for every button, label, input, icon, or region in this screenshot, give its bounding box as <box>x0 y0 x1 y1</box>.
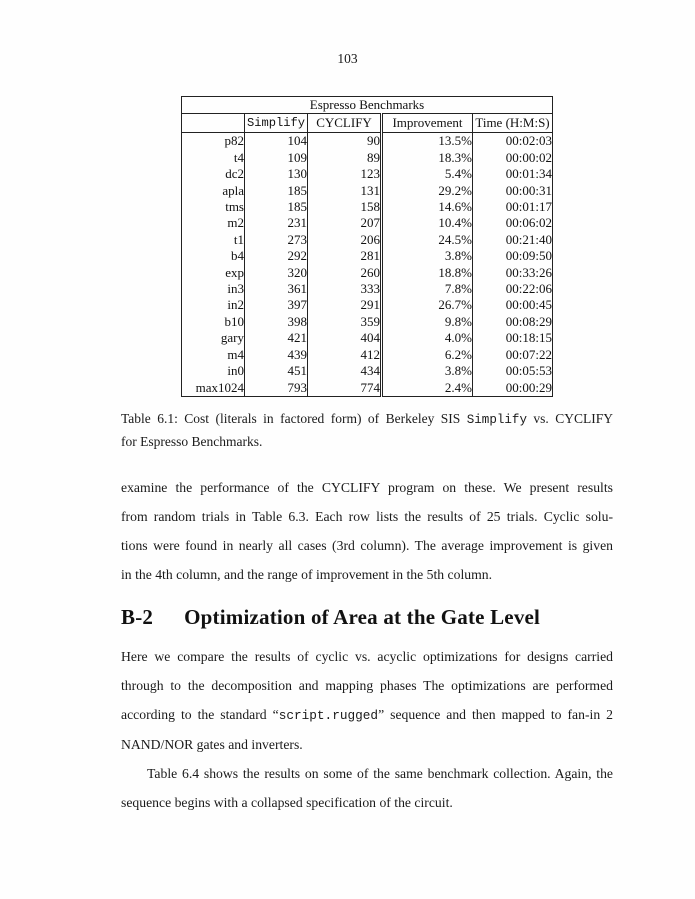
paragraph-line: examine the performance of the CYCLIFY program on these. We present results <box>121 479 613 495</box>
paragraph-line: NAND/NOR gates and inverters. <box>121 736 303 752</box>
table-row <box>182 347 553 363</box>
benchmark-cyclify-cell: 206 <box>308 232 382 248</box>
benchmark-cyclify-cell: 291 <box>308 297 382 313</box>
paragraph-line: Here we compare the results of cyclic vs. acyclic optimizations for designs carried <box>121 648 613 664</box>
table-row <box>182 265 553 281</box>
benchmark-table-head <box>182 97 553 133</box>
benchmark-cyclify-cell: 412 <box>308 347 382 363</box>
table-row <box>182 150 553 166</box>
benchmark-simplify-cell: 320 <box>245 265 308 281</box>
paragraph-line: from random trials in Table 6.3. Each row lists the results of 25 trials. Cyclic solu- <box>121 508 613 524</box>
benchmark-name-cell: dc2 <box>182 166 245 182</box>
table-row <box>182 232 553 248</box>
benchmark-simplify-cell: 421 <box>245 330 308 346</box>
benchmark-name-cell: b10 <box>182 314 245 330</box>
paragraph-line: sequence begins with a collapsed specification of the circuit. <box>121 794 453 810</box>
text-column <box>121 96 613 817</box>
benchmark-improvement-cell: 6.2% <box>382 347 473 363</box>
benchmark-time-cell: 00:00:29 <box>473 380 553 397</box>
table-row <box>182 363 553 379</box>
benchmark-simplify-cell: 104 <box>245 133 308 150</box>
benchmark-name-cell: exp <box>182 265 245 281</box>
benchmark-simplify-cell: 292 <box>245 248 308 264</box>
table-row <box>182 297 553 313</box>
benchmark-cyclify-cell: 260 <box>308 265 382 281</box>
body-paragraph <box>121 759 613 817</box>
benchmark-cyclify-cell: 207 <box>308 215 382 231</box>
table-caption <box>121 408 613 453</box>
benchmark-time-cell: 00:00:31 <box>473 183 553 199</box>
benchmark-time-cell: 00:02:03 <box>473 133 553 150</box>
benchmark-simplify-cell: 397 <box>245 297 308 313</box>
table-title: Espresso Benchmarks <box>182 97 553 114</box>
benchmark-improvement-cell: 3.8% <box>382 363 473 379</box>
page-number: 103 <box>337 51 358 66</box>
table-header-row <box>182 114 553 133</box>
table-row <box>182 330 553 346</box>
paragraph-line: tions were found in nearly all cases (3rd column). The average improvement is given <box>121 537 613 553</box>
benchmark-simplify-cell: 231 <box>245 215 308 231</box>
benchmark-cyclify-cell: 123 <box>308 166 382 182</box>
benchmark-cyclify-cell: 89 <box>308 150 382 166</box>
table-row <box>182 166 553 182</box>
table-row <box>182 248 553 264</box>
benchmark-time-cell: 00:00:02 <box>473 150 553 166</box>
benchmark-name-cell: t4 <box>182 150 245 166</box>
benchmark-simplify-cell: 109 <box>245 150 308 166</box>
benchmark-improvement-cell: 3.8% <box>382 248 473 264</box>
benchmark-simplify-cell: 361 <box>245 281 308 297</box>
column-header-name <box>182 114 245 133</box>
paragraph-line <box>121 700 613 730</box>
benchmark-improvement-cell: 10.4% <box>382 215 473 231</box>
benchmark-improvement-cell: 24.5% <box>382 232 473 248</box>
paragraph-line: Table 6.4 shows the results on some of the same benchmark collection. Again, the <box>147 765 613 781</box>
benchmark-simplify-cell: 273 <box>245 232 308 248</box>
benchmark-cyclify-cell: 158 <box>308 199 382 215</box>
benchmark-simplify-cell: 451 <box>245 363 308 379</box>
benchmark-simplify-cell: 130 <box>245 166 308 182</box>
benchmark-name-cell: t1 <box>182 232 245 248</box>
benchmark-cyclify-cell: 131 <box>308 183 382 199</box>
benchmark-improvement-cell: 5.4% <box>382 166 473 182</box>
table-row <box>182 215 553 231</box>
benchmark-improvement-cell: 7.8% <box>382 281 473 297</box>
benchmark-improvement-cell: 14.6% <box>382 199 473 215</box>
benchmark-time-cell: 00:18:15 <box>473 330 553 346</box>
column-header-time: Time (H:M:S) <box>473 114 553 133</box>
benchmark-cyclify-cell: 333 <box>308 281 382 297</box>
benchmark-time-cell: 00:22:06 <box>473 281 553 297</box>
benchmark-name-cell: gary <box>182 330 245 346</box>
benchmark-simplify-cell: 398 <box>245 314 308 330</box>
section-title: Optimization of Area at the Gate Level <box>184 604 541 629</box>
column-header-simplify: Simplify <box>245 114 308 133</box>
column-header-improvement: Improvement <box>382 114 473 133</box>
benchmark-name-cell: in2 <box>182 297 245 313</box>
benchmark-name-cell: in0 <box>182 363 245 379</box>
benchmark-simplify-cell: 439 <box>245 347 308 363</box>
table-row <box>182 183 553 199</box>
benchmark-improvement-cell: 4.0% <box>382 330 473 346</box>
table-title-row <box>182 97 553 114</box>
table-row <box>182 199 553 215</box>
code-text: script.rugged <box>278 707 379 723</box>
text-segment: ” sequence and then mapped to fan-in 2 <box>378 706 613 722</box>
benchmark-improvement-cell: 18.3% <box>382 150 473 166</box>
benchmark-improvement-cell: 18.8% <box>382 265 473 281</box>
benchmark-simplify-cell: 185 <box>245 199 308 215</box>
benchmark-cyclify-cell: 774 <box>308 380 382 397</box>
caption-text: Table 6.1: Cost (literals in factored form) of Berkeley SIS <box>121 410 467 426</box>
table-row <box>182 133 553 150</box>
benchmark-time-cell: 00:01:17 <box>473 199 553 215</box>
benchmark-time-cell: 00:05:53 <box>473 363 553 379</box>
code-text: Simplify <box>466 412 527 427</box>
table-row <box>182 314 553 330</box>
benchmark-time-cell: 00:07:22 <box>473 347 553 363</box>
benchmark-name-cell: m4 <box>182 347 245 363</box>
benchmark-cyclify-cell: 281 <box>308 248 382 264</box>
caption-line <box>121 408 613 431</box>
benchmark-name-cell: m2 <box>182 215 245 231</box>
table-row <box>182 380 553 397</box>
benchmark-improvement-cell: 29.2% <box>382 183 473 199</box>
benchmark-name-cell: apla <box>182 183 245 199</box>
benchmark-name-cell: in3 <box>182 281 245 297</box>
benchmark-time-cell: 00:06:02 <box>473 215 553 231</box>
benchmark-simplify-cell: 185 <box>245 183 308 199</box>
benchmark-time-cell: 00:00:45 <box>473 297 553 313</box>
benchmark-improvement-cell: 26.7% <box>382 297 473 313</box>
benchmark-table-body <box>182 133 553 397</box>
benchmark-improvement-cell: 2.4% <box>382 380 473 397</box>
benchmark-cyclify-cell: 434 <box>308 363 382 379</box>
caption-text: vs. CYCLIFY <box>526 410 613 426</box>
benchmark-improvement-cell: 9.8% <box>382 314 473 330</box>
benchmark-time-cell: 00:01:34 <box>473 166 553 182</box>
column-header-cyclify: CYCLIFY <box>308 114 382 133</box>
benchmark-name-cell: max1024 <box>182 380 245 397</box>
benchmark-time-cell: 00:21:40 <box>473 232 553 248</box>
benchmark-improvement-cell: 13.5% <box>382 133 473 150</box>
benchmark-cyclify-cell: 359 <box>308 314 382 330</box>
table-row <box>182 281 553 297</box>
benchmark-cyclify-cell: 404 <box>308 330 382 346</box>
text-segment: according to the standard “ <box>121 706 279 722</box>
caption-line: for Espresso Benchmarks. <box>121 433 263 449</box>
benchmark-name-cell: tms <box>182 199 245 215</box>
benchmark-table <box>181 96 553 397</box>
body-paragraph <box>121 642 613 759</box>
benchmark-time-cell: 00:33:26 <box>473 265 553 281</box>
benchmark-time-cell: 00:08:29 <box>473 314 553 330</box>
paragraph-line: through to the decomposition and mapping phases The optimizations are performed <box>121 677 613 693</box>
benchmark-name-cell: p82 <box>182 133 245 150</box>
benchmark-time-cell: 00:09:50 <box>473 248 553 264</box>
body-paragraph <box>121 473 613 589</box>
benchmark-cyclify-cell: 90 <box>308 133 382 150</box>
paragraph-line: in the 4th column, and the range of improvement in the 5th column. <box>121 566 492 582</box>
section-number: B-2 <box>121 604 154 629</box>
benchmark-simplify-cell: 793 <box>245 380 308 397</box>
benchmark-name-cell: b4 <box>182 248 245 264</box>
section-heading <box>121 604 613 631</box>
